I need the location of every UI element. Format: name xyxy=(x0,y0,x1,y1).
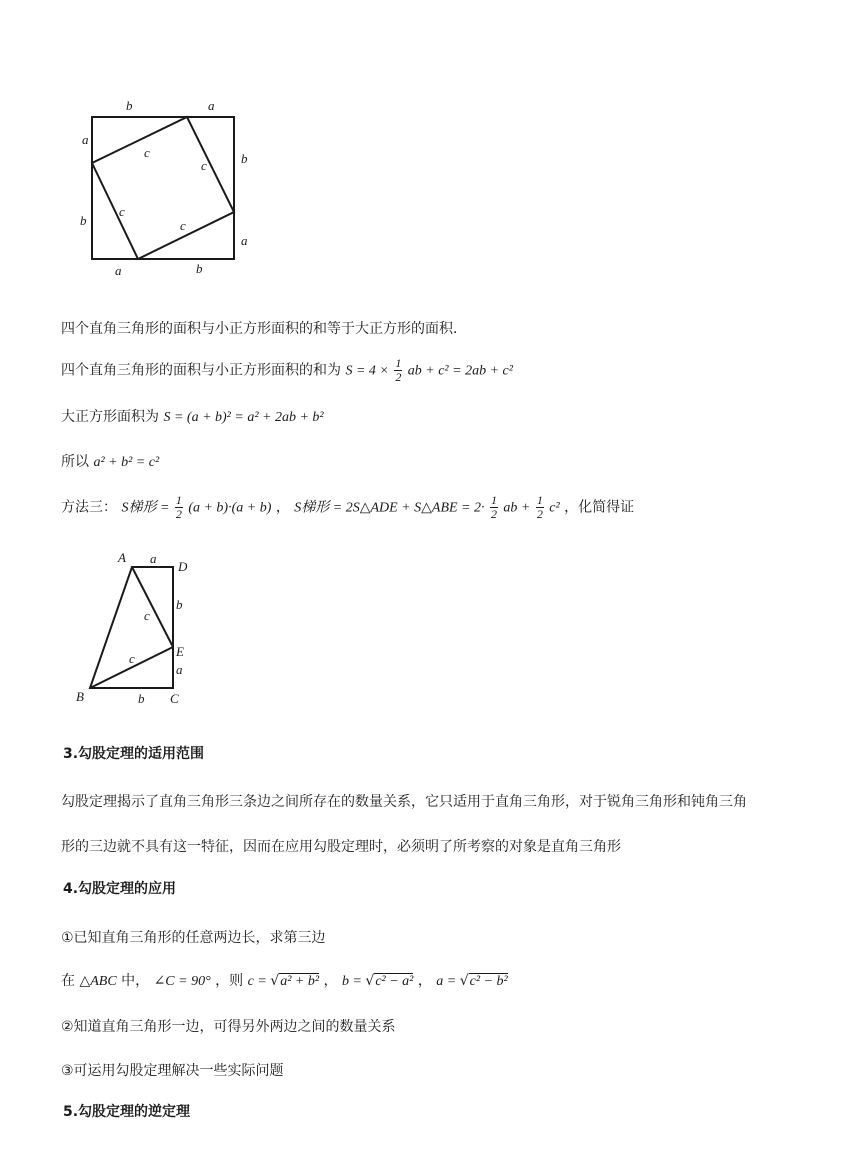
label-C: C xyxy=(170,691,179,706)
label-c-upper: c xyxy=(144,608,150,623)
label-right-a: a xyxy=(241,233,248,248)
statement-line-3 xyxy=(61,408,324,427)
statement-line-1: 四个直角三角形的面积与小正方形面积的和等于大正方形的面积． xyxy=(61,321,467,337)
label-a-right: a xyxy=(176,662,183,677)
label-c-left: c xyxy=(119,204,125,219)
figure-square-proof xyxy=(70,95,270,285)
label-a-top: a xyxy=(150,551,157,566)
section5-heading: 5.勾股定理的逆定理 xyxy=(63,1104,191,1120)
formula-triangle: △ABC xyxy=(79,974,117,989)
formula-c-radicand: a² + b² xyxy=(280,974,320,989)
section4-heading: 4.勾股定理的应用 xyxy=(63,881,177,897)
line3-formula: S = (a + b)² = a² + 2ab + b² xyxy=(163,410,324,425)
line5-formula-2c: c² xyxy=(549,500,560,516)
section4-item-3: ③可运用勾股定理解决一些实际问题 xyxy=(61,1063,284,1079)
line5-text: 方法三： xyxy=(61,499,117,516)
line4-text: 所以 xyxy=(61,454,89,470)
label-B: B xyxy=(76,689,84,704)
formula-a: a = xyxy=(436,974,460,989)
statement-line-2 xyxy=(61,357,513,384)
line5-sep: ， xyxy=(275,499,290,516)
label-c-top: c xyxy=(144,145,150,160)
formula-b: b = xyxy=(341,974,366,989)
section4-formula-line xyxy=(61,972,508,991)
formula-mid: 中， xyxy=(121,973,150,989)
label-b-right: b xyxy=(176,597,183,612)
formula-c: c = xyxy=(247,974,271,989)
formula-b-radicand: c² − a² xyxy=(375,974,414,989)
line2-formula-a: S = 4 × xyxy=(345,363,389,379)
section4-item-1: ①已知直角三角形的任意两边长，求第三边 xyxy=(61,930,326,946)
fraction-half: $\frac{1}{2}$ xyxy=(175,493,182,521)
label-b-bottom: b xyxy=(138,691,145,706)
label-left-a: a xyxy=(82,132,89,147)
label-right-b: b xyxy=(241,151,248,166)
frac-den: 2 xyxy=(395,370,402,384)
label-A: A xyxy=(118,550,126,565)
section3-paragraph-1: 勾股定理揭示了直角三角形三条边之间所存在的数量关系，它只适用于直角三角形，对于锐角三角形和钝角三角 xyxy=(61,794,747,810)
figure-trapezoid xyxy=(70,548,200,710)
label-D: D xyxy=(178,559,188,574)
line5-formula-2b: ab + xyxy=(503,500,531,516)
line5-formula-2a: S梯形 = 2S△ADE + S△ABE = 2· xyxy=(294,500,485,516)
formula-prefix: 在 xyxy=(61,973,75,989)
label-E: E xyxy=(176,644,184,659)
line5-tail: ，化简得证 xyxy=(564,499,635,516)
line2-formula-b: ab + c² = 2ab + c² xyxy=(407,363,513,379)
line4-formula: a² + b² = c² xyxy=(93,455,160,470)
sqrt-icon: √ xyxy=(365,973,375,989)
label-c-bottom: c xyxy=(180,218,186,233)
line5-formula-1a: S梯形 = xyxy=(121,500,170,516)
sqrt-icon: √ xyxy=(270,973,280,989)
label-c-right: c xyxy=(201,158,207,173)
label-top-a: a xyxy=(208,98,215,113)
statement-line-5 xyxy=(61,494,634,521)
formula-comma-1: ， xyxy=(323,973,338,989)
fraction-half: $\frac{1}{2}$ xyxy=(490,493,497,521)
label-c-lower: c xyxy=(129,651,135,666)
section3-paragraph-2: 形的三边就不具有这一特征，因而在应用勾股定理时，必须明了所考察的对象是直角三角形 xyxy=(61,839,621,855)
fraction-half xyxy=(394,357,402,384)
section3-heading: 3.勾股定理的适用范围 xyxy=(63,746,205,762)
statement-line-4 xyxy=(61,453,159,472)
formula-angle: ∠C = 90° xyxy=(153,974,211,989)
label-bottom-b: b xyxy=(196,261,203,276)
formula-comma-2: ， xyxy=(417,973,432,989)
line3-text: 大正方形面积为 xyxy=(61,409,159,425)
fraction-half: $\frac{1}{2}$ xyxy=(536,493,543,521)
section4-item-2: ②知道直角三角形一边，可得另外两边之间的数量关系 xyxy=(61,1019,396,1035)
label-top-b: b xyxy=(126,98,133,113)
formula-then: ，则 xyxy=(215,973,244,989)
line5-formula-1b: (a + b)·(a + b) xyxy=(188,500,272,516)
line2-text: 四个直角三角形的面积与小正方形面积的和为 xyxy=(61,362,341,379)
label-left-b: b xyxy=(80,213,87,228)
sqrt-icon: √ xyxy=(459,973,469,989)
frac-num: 1 xyxy=(395,356,402,370)
label-bottom-a: a xyxy=(115,263,122,278)
formula-a-radicand: c² − b² xyxy=(469,974,508,989)
